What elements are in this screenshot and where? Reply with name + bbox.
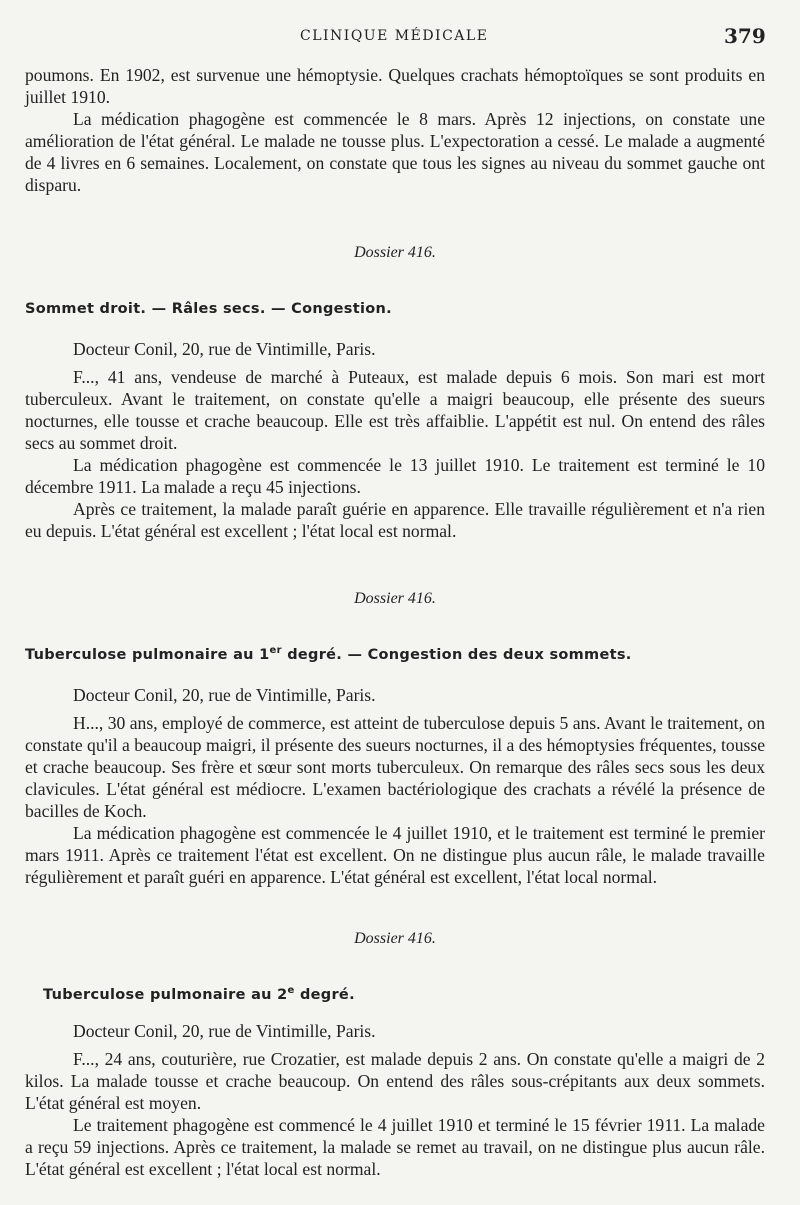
case-paragraph: La médication phagogène est commencée le 13 juillet 1910. Le traitement est terminé le 10 décembre 1911. La malade a reçu 45 injections. [25, 455, 765, 497]
case-heading: Sommet droit. — Râles secs. — Congestion. [25, 301, 392, 317]
intro-paragraph: poumons. En 1902, est survenue une hémoptysie. Quelques crachats hémoptoïques se sont produits en juillet 1910. [25, 65, 765, 107]
page-number: 379 [724, 24, 766, 48]
running-title: CLINIQUE MÉDICALE [300, 28, 489, 44]
page-body [25, 64, 765, 1180]
case-heading: Tuberculose pulmonaire au 2e degré. [43, 985, 355, 1003]
case-paragraph: La médication phagogène est commencée le 4 juillet 1910, et le traitement est terminé le premier mars 1911. Après ce traitement l'état est excellent. On ne distingue plus aucun râle, le malade travaille régulièrement et paraît guéri en apparence. L'état général est excellent, l'état local normal. [25, 823, 765, 887]
doctor-line: Docteur Conil, 20, rue de Vintimille, Paris. [73, 339, 376, 359]
case-paragraph: Le traitement phagogène est commencé le 4 juillet 1910 et terminé le 15 février 1911. La malade a reçu 59 injections. Après ce traitement, la malade se remet au travail, on ne distingue plus aucun râle. L'état général est excellent ; l'état local est normal. [25, 1115, 765, 1179]
dossier-title: Dossier 416. [354, 930, 436, 947]
doctor-line: Docteur Conil, 20, rue de Vintimille, Paris. [73, 685, 376, 705]
dossier-title: Dossier 416. [354, 244, 436, 261]
case-heading: Tuberculose pulmonaire au 1er degré. — Congestion des deux sommets. [25, 645, 632, 663]
case-paragraph: Après ce traitement, la malade paraît guérie en apparence. Elle travaille régulièrement et n'a rien eu depuis. L'état général est excellent ; l'état local est normal. [25, 499, 765, 541]
case-paragraph: F..., 24 ans, couturière, rue Crozatier, est malade depuis 2 ans. On constate qu'elle a maigri de 2 kilos. La malade tousse et crache beaucoup. On entend des râles sous-crépitants aux deux sommets. L'état général est moyen. [25, 1049, 765, 1113]
intro-paragraph: La médication phagogène est commencée le 8 mars. Après 12 injections, on constate une amélioration de l'état général. Le malade ne tousse plus. L'expectoration a cessé. Le malade a augmenté de 4 livres en 6 semaines. Localement, on constate que tous les signes au niveau du sommet gauche ont disparu. [25, 109, 765, 195]
case-paragraph: F..., 41 ans, vendeuse de marché à Puteaux, est malade depuis 6 mois. Son mari est mort tuberculeux. Avant le traitement, on constate qu'elle a maigri beaucoup, elle présente des sueurs nocturnes, elle tousse et crache beaucoup. Elle est très affaiblie. L'appétit est nul. On entend des râles secs au sommet droit. [25, 367, 765, 453]
case-paragraph: H..., 30 ans, employé de commerce, est atteint de tuberculose depuis 5 ans. Avant le traitement, on constate qu'il a beaucoup maigri, il présente des sueurs nocturnes, il a des hémoptysies fréquentes, tousse et crache beaucoup. Ses frère et sœur sont morts tuberculeux. On remarque des râles secs sous les deux clavicules. L'état général est médiocre. L'examen bactériologique des crachats a révélé la présence de bacilles de Koch. [25, 713, 765, 821]
dossier-title: Dossier 416. [354, 590, 436, 607]
doctor-line: Docteur Conil, 20, rue de Vintimille, Paris. [73, 1021, 376, 1041]
